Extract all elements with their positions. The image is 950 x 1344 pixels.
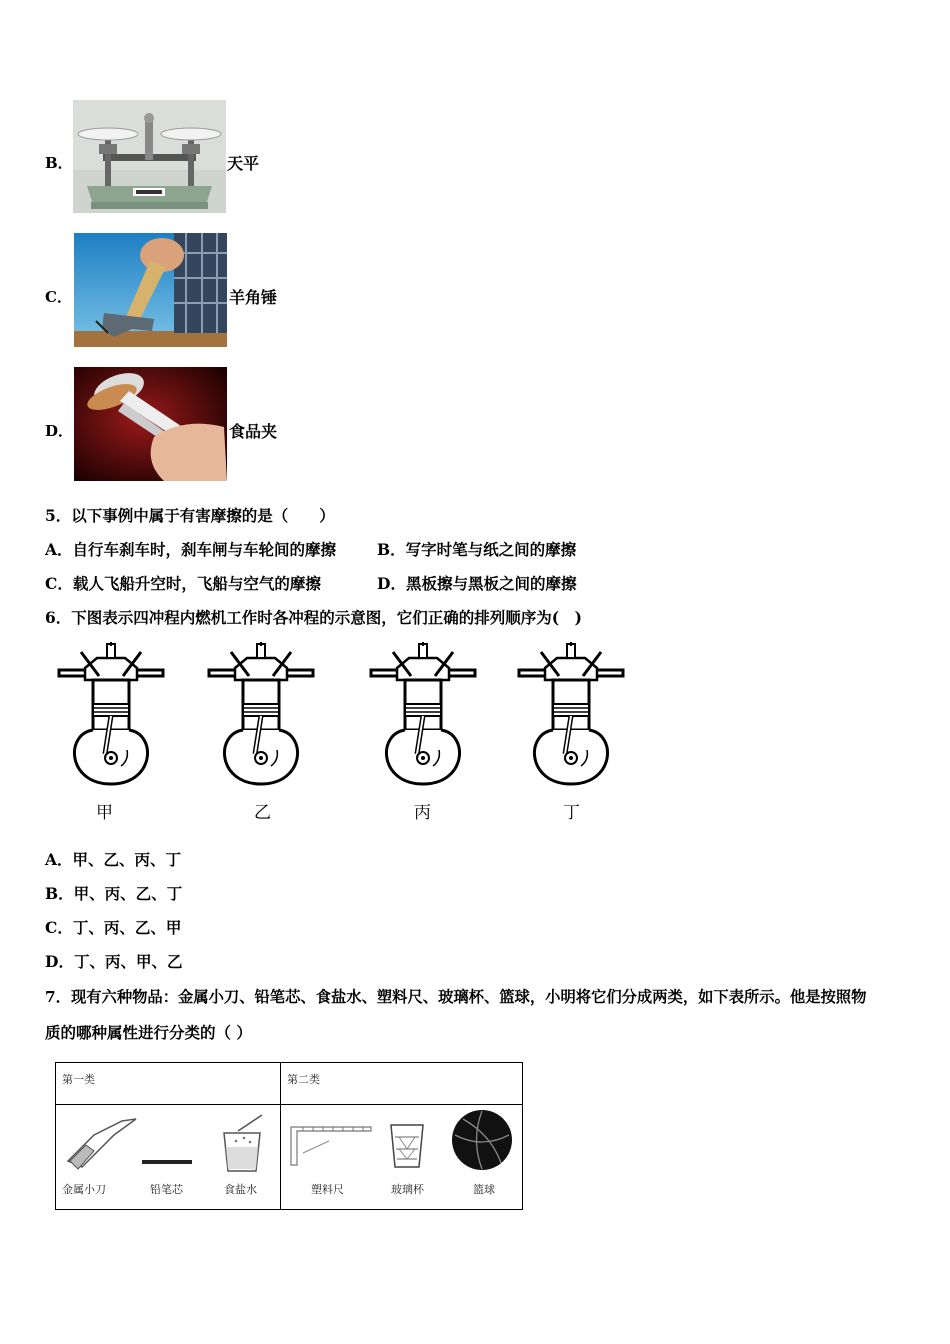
q6-option-b: B．甲、丙、乙、丁 [45, 884, 183, 903]
balance-scale-photo [73, 100, 226, 213]
food-tongs-photo [74, 367, 227, 481]
engine-strokes-diagram [55, 640, 625, 790]
option-b-letter: B． [45, 154, 73, 172]
q5-option-b: B．写字时笔与纸之间的摩擦 [377, 540, 577, 559]
table-header-first: 第一类 [62, 1073, 95, 1086]
item-plastic-ruler: 塑料尺 [311, 1183, 344, 1196]
option-d-letter: D． [45, 422, 74, 440]
q6-option-c: C．丁、丙、乙、甲 [45, 918, 182, 937]
engine-label-ding: 丁 [563, 803, 580, 823]
table-header-second: 第二类 [287, 1073, 320, 1086]
item-glass-cup: 玻璃杯 [391, 1183, 424, 1196]
q6-option-d: D．丁、丙、甲、乙 [45, 952, 183, 971]
q5-option-c: C．载人飞船升空时，飞船与空气的摩擦 [45, 574, 321, 593]
engine-label-jia: 甲 [96, 803, 113, 823]
item-salt-water: 食盐水 [224, 1183, 257, 1196]
engine-label-yi: 乙 [254, 803, 271, 823]
ruler-icon [289, 1123, 373, 1167]
q7-stem-line1: 7．现有六种物品：金属小刀、铅笔芯、食盐水、塑料尺、玻璃杯、篮球，小明将它们分成两类，如下表所示。他是按照物 [45, 988, 867, 1006]
option-b-label: 天平 [227, 154, 260, 173]
option-d-label: 食品夹 [229, 422, 278, 441]
glass-cup-icon [387, 1123, 427, 1169]
engine-label-bing: 丙 [414, 803, 431, 823]
classification-table [55, 1062, 523, 1210]
q5-option-a: A．自行车刹车时，刹车闸与车轮间的摩擦 [45, 540, 337, 559]
q5-stem: 5．以下事例中属于有害摩擦的是（ ） [45, 506, 335, 525]
q6-option-a: A．甲、乙、丙、丁 [45, 850, 182, 869]
salt-water-icon [216, 1111, 268, 1175]
pencil-lead-icon [142, 1160, 192, 1164]
option-c-letter: C． [45, 288, 72, 306]
claw-hammer-photo [74, 233, 227, 347]
q5-option-d: D．黑板擦与黑板之间的摩擦 [377, 574, 577, 593]
item-pencil-lead: 铅笔芯 [150, 1183, 183, 1196]
option-c-label: 羊角锤 [229, 288, 278, 307]
knife-icon [64, 1115, 140, 1173]
basketball-icon [451, 1109, 513, 1171]
item-metal-knife: 金属小刀 [62, 1183, 106, 1196]
item-basketball: 篮球 [473, 1183, 495, 1196]
q6-stem: 6．下图表示四冲程内燃机工作时各冲程的示意图，它们正确的排列顺序为( ) [45, 608, 582, 627]
q7-stem-line2: 质的哪种属性进行分类的（ ） [45, 1023, 252, 1042]
